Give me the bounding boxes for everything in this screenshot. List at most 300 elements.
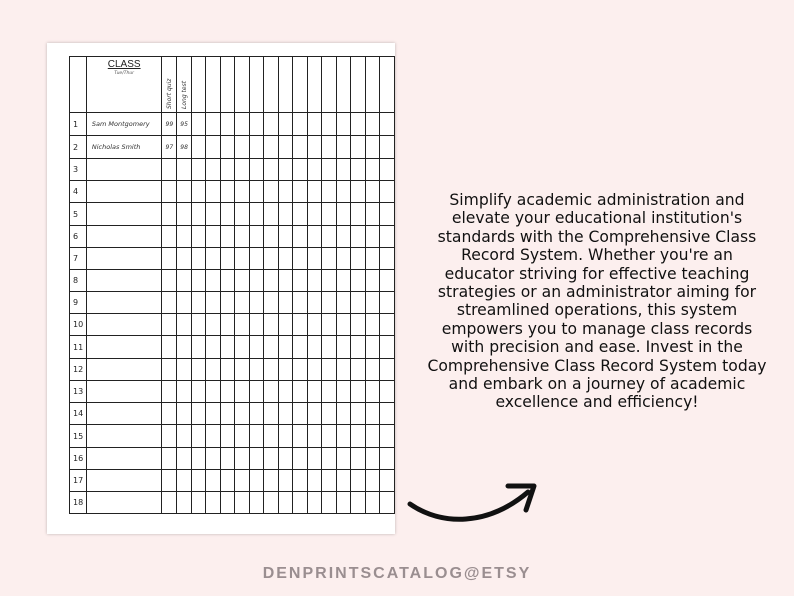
score-cell	[177, 159, 192, 181]
empty-grid-cell	[249, 270, 263, 292]
empty-grid-cell	[293, 248, 307, 270]
row-number: 8	[70, 270, 87, 292]
empty-grid-cell	[322, 314, 336, 336]
student-name-cell	[86, 248, 162, 270]
empty-grid-cell	[220, 270, 234, 292]
empty-grid-cell	[220, 159, 234, 181]
empty-grid-cell	[235, 248, 249, 270]
empty-grid-cell	[235, 492, 249, 514]
empty-grid-cell	[249, 403, 263, 425]
student-name-cell	[86, 203, 162, 226]
empty-grid-cell	[206, 425, 220, 448]
student-name-cell	[86, 226, 162, 248]
empty-grid-cell	[249, 203, 263, 226]
empty-grid-cell	[264, 270, 278, 292]
empty-grid-cell	[206, 181, 220, 203]
empty-grid-cell	[293, 492, 307, 514]
empty-grid-cell	[191, 181, 205, 203]
empty-grid-cell	[249, 336, 263, 359]
empty-grid-cell	[191, 159, 205, 181]
table-row	[70, 159, 395, 181]
number-header-cell	[70, 57, 87, 113]
score-cell	[162, 403, 177, 425]
empty-grid-cell	[307, 403, 321, 425]
class-header-cell	[86, 57, 162, 113]
empty-grid-cell	[278, 403, 292, 425]
row-number: 11	[70, 336, 87, 359]
empty-grid-cell	[307, 359, 321, 381]
table-row	[70, 226, 395, 248]
empty-grid-cell	[351, 492, 365, 514]
table-row	[70, 359, 395, 381]
empty-grid-cell	[351, 425, 365, 448]
empty-grid-cell	[293, 336, 307, 359]
empty-grid-cell	[220, 113, 234, 136]
empty-grid-cell	[293, 359, 307, 381]
empty-grid-cell	[264, 292, 278, 314]
empty-grid-cell	[220, 136, 234, 159]
empty-grid-cell	[365, 314, 379, 336]
empty-grid-cell	[336, 292, 350, 314]
empty-grid-cell	[380, 403, 395, 425]
empty-grid-cell	[307, 181, 321, 203]
empty-grid-cell	[235, 336, 249, 359]
assessment-label: Short quiz	[166, 78, 174, 109]
empty-grid-cell	[293, 113, 307, 136]
shop-footer: DENPRINTSCATALOG@ETSY	[262, 565, 532, 582]
empty-grid-cell	[206, 359, 220, 381]
empty-header-cell	[307, 57, 321, 113]
empty-grid-cell	[249, 292, 263, 314]
empty-grid-cell	[235, 292, 249, 314]
score-cell	[177, 248, 192, 270]
empty-grid-cell	[380, 159, 395, 181]
score-cell	[177, 425, 192, 448]
student-name-cell	[86, 292, 162, 314]
empty-grid-cell	[249, 136, 263, 159]
empty-grid-cell	[264, 425, 278, 448]
empty-grid-cell	[264, 359, 278, 381]
empty-grid-cell	[235, 470, 249, 492]
empty-grid-cell	[307, 292, 321, 314]
empty-grid-cell	[191, 403, 205, 425]
student-name-cell	[86, 470, 162, 492]
empty-grid-cell	[380, 203, 395, 226]
empty-grid-cell	[220, 470, 234, 492]
empty-grid-cell	[249, 181, 263, 203]
score-cell	[162, 336, 177, 359]
score-cell	[162, 381, 177, 403]
empty-grid-cell	[249, 314, 263, 336]
empty-header-cell	[351, 57, 365, 113]
score-cell	[177, 181, 192, 203]
empty-grid-cell	[191, 270, 205, 292]
empty-grid-cell	[322, 181, 336, 203]
empty-grid-cell	[322, 492, 336, 514]
row-number: 4	[70, 181, 87, 203]
empty-grid-cell	[249, 159, 263, 181]
empty-grid-cell	[220, 425, 234, 448]
empty-grid-cell	[235, 226, 249, 248]
empty-grid-cell	[220, 314, 234, 336]
table-row	[70, 336, 395, 359]
empty-grid-cell	[336, 248, 350, 270]
row-number: 3	[70, 159, 87, 181]
score-cell	[162, 359, 177, 381]
empty-grid-cell	[351, 336, 365, 359]
empty-grid-cell	[206, 203, 220, 226]
empty-grid-cell	[293, 270, 307, 292]
empty-grid-cell	[206, 248, 220, 270]
row-number: 18	[70, 492, 87, 514]
empty-grid-cell	[336, 314, 350, 336]
student-name-cell	[86, 270, 162, 292]
empty-grid-cell	[264, 136, 278, 159]
empty-grid-cell	[249, 492, 263, 514]
student-name-cell	[86, 492, 162, 514]
empty-grid-cell	[278, 113, 292, 136]
empty-grid-cell	[322, 292, 336, 314]
empty-grid-cell	[351, 203, 365, 226]
score-cell	[177, 470, 192, 492]
score-cell	[177, 292, 192, 314]
empty-grid-cell	[380, 226, 395, 248]
empty-grid-cell	[380, 381, 395, 403]
empty-grid-cell	[249, 470, 263, 492]
empty-grid-cell	[307, 381, 321, 403]
assessment-header-long-test	[177, 57, 192, 113]
student-name-cell: Nicholas Smith	[86, 136, 162, 159]
score-cell	[162, 226, 177, 248]
empty-header-cell	[191, 57, 205, 113]
empty-header-cell	[380, 57, 395, 113]
empty-grid-cell	[365, 492, 379, 514]
empty-grid-cell	[365, 425, 379, 448]
empty-grid-cell	[307, 425, 321, 448]
score-cell	[177, 492, 192, 514]
empty-grid-cell	[206, 159, 220, 181]
table-row	[70, 314, 395, 336]
empty-grid-cell	[191, 113, 205, 136]
empty-grid-cell	[206, 226, 220, 248]
empty-grid-cell	[365, 448, 379, 470]
empty-grid-cell	[206, 314, 220, 336]
empty-grid-cell	[249, 359, 263, 381]
empty-grid-cell	[322, 203, 336, 226]
empty-grid-cell	[235, 359, 249, 381]
empty-grid-cell	[365, 403, 379, 425]
table-header-row	[70, 57, 395, 113]
empty-grid-cell	[336, 159, 350, 181]
empty-grid-cell	[235, 181, 249, 203]
empty-grid-cell	[307, 314, 321, 336]
empty-grid-cell	[336, 492, 350, 514]
empty-grid-cell	[235, 448, 249, 470]
empty-grid-cell	[322, 248, 336, 270]
empty-header-cell	[336, 57, 350, 113]
empty-grid-cell	[336, 226, 350, 248]
empty-grid-cell	[220, 226, 234, 248]
empty-grid-cell	[322, 359, 336, 381]
empty-grid-cell	[264, 203, 278, 226]
empty-grid-cell	[235, 159, 249, 181]
score-cell	[162, 492, 177, 514]
empty-grid-cell	[220, 248, 234, 270]
empty-grid-cell	[322, 270, 336, 292]
empty-grid-cell	[307, 248, 321, 270]
table-row	[70, 381, 395, 403]
empty-grid-cell	[307, 270, 321, 292]
empty-grid-cell	[249, 226, 263, 248]
empty-grid-cell	[191, 381, 205, 403]
empty-grid-cell	[322, 381, 336, 403]
score-cell	[162, 314, 177, 336]
promo-text: Simplify academic administration and elevate your educational institution's standards with the Comprehensive Class Record System. Whether you're an educator striving for effective teaching strategies or an administrator aiming for streamlined operations, this system empowers you to manage class records with precision and ease. Invest in the Comprehensive Class Record System today and embark on a journey of academic excellence and efficiency!	[427, 191, 767, 412]
empty-grid-cell	[206, 292, 220, 314]
row-number: 1	[70, 113, 87, 136]
empty-grid-cell	[191, 314, 205, 336]
empty-grid-cell	[220, 381, 234, 403]
empty-grid-cell	[351, 181, 365, 203]
empty-grid-cell	[322, 113, 336, 136]
student-name-cell	[86, 159, 162, 181]
empty-grid-cell	[336, 403, 350, 425]
empty-grid-cell	[307, 159, 321, 181]
empty-grid-cell	[351, 470, 365, 492]
empty-grid-cell	[336, 136, 350, 159]
empty-grid-cell	[206, 492, 220, 514]
table-row	[70, 136, 395, 159]
student-name-cell	[86, 425, 162, 448]
empty-grid-cell	[336, 381, 350, 403]
empty-grid-cell	[336, 270, 350, 292]
empty-grid-cell	[293, 381, 307, 403]
empty-grid-cell	[264, 492, 278, 514]
empty-grid-cell	[264, 336, 278, 359]
empty-grid-cell	[351, 448, 365, 470]
empty-grid-cell	[380, 359, 395, 381]
empty-grid-cell	[264, 381, 278, 403]
student-name-cell	[86, 448, 162, 470]
score-cell	[177, 203, 192, 226]
empty-grid-cell	[322, 425, 336, 448]
empty-grid-cell	[220, 336, 234, 359]
empty-grid-cell	[264, 181, 278, 203]
class-title: CLASS	[107, 59, 141, 70]
empty-grid-cell	[307, 226, 321, 248]
empty-grid-cell	[293, 470, 307, 492]
empty-grid-cell	[264, 248, 278, 270]
empty-grid-cell	[336, 113, 350, 136]
student-name-cell	[86, 381, 162, 403]
empty-grid-cell	[278, 248, 292, 270]
empty-grid-cell	[191, 292, 205, 314]
empty-header-cell	[293, 57, 307, 113]
empty-grid-cell	[351, 359, 365, 381]
empty-grid-cell	[365, 381, 379, 403]
empty-grid-cell	[336, 448, 350, 470]
empty-grid-cell	[191, 336, 205, 359]
empty-grid-cell	[322, 159, 336, 181]
empty-grid-cell	[336, 425, 350, 448]
empty-grid-cell	[380, 292, 395, 314]
empty-grid-cell	[380, 336, 395, 359]
table-row	[70, 248, 395, 270]
empty-grid-cell	[336, 359, 350, 381]
empty-grid-cell	[351, 248, 365, 270]
row-number: 5	[70, 203, 87, 226]
table-row	[70, 270, 395, 292]
student-name-cell	[86, 181, 162, 203]
empty-grid-cell	[235, 136, 249, 159]
empty-grid-cell	[307, 203, 321, 226]
empty-grid-cell	[235, 314, 249, 336]
empty-grid-cell	[235, 425, 249, 448]
score-cell	[162, 292, 177, 314]
empty-grid-cell	[380, 136, 395, 159]
class-record-sheet	[47, 43, 395, 534]
empty-grid-cell	[336, 336, 350, 359]
row-number: 14	[70, 403, 87, 425]
score-cell	[177, 448, 192, 470]
empty-grid-cell	[380, 248, 395, 270]
row-number: 15	[70, 425, 87, 448]
student-name-cell	[86, 403, 162, 425]
empty-grid-cell	[249, 113, 263, 136]
empty-grid-cell	[322, 336, 336, 359]
empty-grid-cell	[336, 181, 350, 203]
empty-grid-cell	[336, 203, 350, 226]
score-cell: 97	[162, 136, 177, 159]
empty-grid-cell	[191, 226, 205, 248]
curved-arrow-icon	[404, 478, 544, 528]
empty-grid-cell	[380, 425, 395, 448]
empty-grid-cell	[278, 292, 292, 314]
empty-grid-cell	[264, 470, 278, 492]
empty-header-cell	[220, 57, 234, 113]
empty-grid-cell	[235, 113, 249, 136]
empty-grid-cell	[220, 292, 234, 314]
empty-grid-cell	[293, 203, 307, 226]
empty-grid-cell	[293, 425, 307, 448]
empty-grid-cell	[365, 470, 379, 492]
empty-grid-cell	[206, 270, 220, 292]
class-subtitle: Tue/Thur	[114, 71, 135, 76]
empty-grid-cell	[278, 381, 292, 403]
empty-grid-cell	[278, 359, 292, 381]
empty-grid-cell	[206, 113, 220, 136]
empty-grid-cell	[278, 181, 292, 203]
empty-grid-cell	[380, 448, 395, 470]
table-row	[70, 181, 395, 203]
empty-grid-cell	[206, 381, 220, 403]
table-row	[70, 492, 395, 514]
empty-grid-cell	[278, 226, 292, 248]
empty-grid-cell	[365, 248, 379, 270]
score-cell	[162, 248, 177, 270]
empty-grid-cell	[365, 159, 379, 181]
empty-grid-cell	[191, 203, 205, 226]
empty-grid-cell	[191, 470, 205, 492]
score-cell	[162, 270, 177, 292]
empty-grid-cell	[264, 314, 278, 336]
empty-grid-cell	[278, 136, 292, 159]
score-cell	[162, 448, 177, 470]
empty-grid-cell	[293, 159, 307, 181]
assessment-header-short-quiz	[162, 57, 177, 113]
empty-grid-cell	[336, 470, 350, 492]
empty-grid-cell	[249, 425, 263, 448]
score-cell: 99	[162, 113, 177, 136]
empty-grid-cell	[293, 292, 307, 314]
row-number: 7	[70, 248, 87, 270]
empty-grid-cell	[278, 336, 292, 359]
empty-grid-cell	[264, 448, 278, 470]
empty-grid-cell	[293, 403, 307, 425]
empty-grid-cell	[249, 248, 263, 270]
empty-grid-cell	[206, 470, 220, 492]
empty-grid-cell	[293, 181, 307, 203]
empty-grid-cell	[278, 492, 292, 514]
score-cell	[177, 381, 192, 403]
score-cell	[177, 314, 192, 336]
empty-grid-cell	[365, 336, 379, 359]
student-name-cell	[86, 336, 162, 359]
empty-grid-cell	[264, 159, 278, 181]
empty-grid-cell	[351, 270, 365, 292]
score-cell	[162, 159, 177, 181]
empty-grid-cell	[220, 492, 234, 514]
class-record-table	[69, 56, 395, 514]
empty-grid-cell	[380, 470, 395, 492]
score-cell	[162, 470, 177, 492]
empty-grid-cell	[278, 270, 292, 292]
empty-grid-cell	[191, 248, 205, 270]
empty-grid-cell	[278, 470, 292, 492]
empty-grid-cell	[191, 359, 205, 381]
empty-grid-cell	[235, 381, 249, 403]
empty-header-cell	[235, 57, 249, 113]
empty-grid-cell	[380, 270, 395, 292]
score-cell	[162, 181, 177, 203]
empty-header-cell	[264, 57, 278, 113]
empty-grid-cell	[365, 359, 379, 381]
empty-grid-cell	[220, 203, 234, 226]
empty-grid-cell	[249, 448, 263, 470]
row-number: 16	[70, 448, 87, 470]
empty-grid-cell	[351, 136, 365, 159]
empty-grid-cell	[351, 403, 365, 425]
empty-grid-cell	[220, 359, 234, 381]
empty-grid-cell	[307, 136, 321, 159]
empty-grid-cell	[307, 113, 321, 136]
table-row	[70, 113, 395, 136]
table-row	[70, 203, 395, 226]
empty-grid-cell	[235, 270, 249, 292]
empty-grid-cell	[351, 314, 365, 336]
empty-grid-cell	[278, 425, 292, 448]
empty-grid-cell	[206, 448, 220, 470]
student-name-cell	[86, 359, 162, 381]
empty-grid-cell	[351, 113, 365, 136]
empty-grid-cell	[206, 336, 220, 359]
table-row	[70, 470, 395, 492]
empty-grid-cell	[264, 226, 278, 248]
score-cell	[162, 425, 177, 448]
score-cell	[177, 270, 192, 292]
empty-grid-cell	[191, 136, 205, 159]
empty-grid-cell	[293, 136, 307, 159]
